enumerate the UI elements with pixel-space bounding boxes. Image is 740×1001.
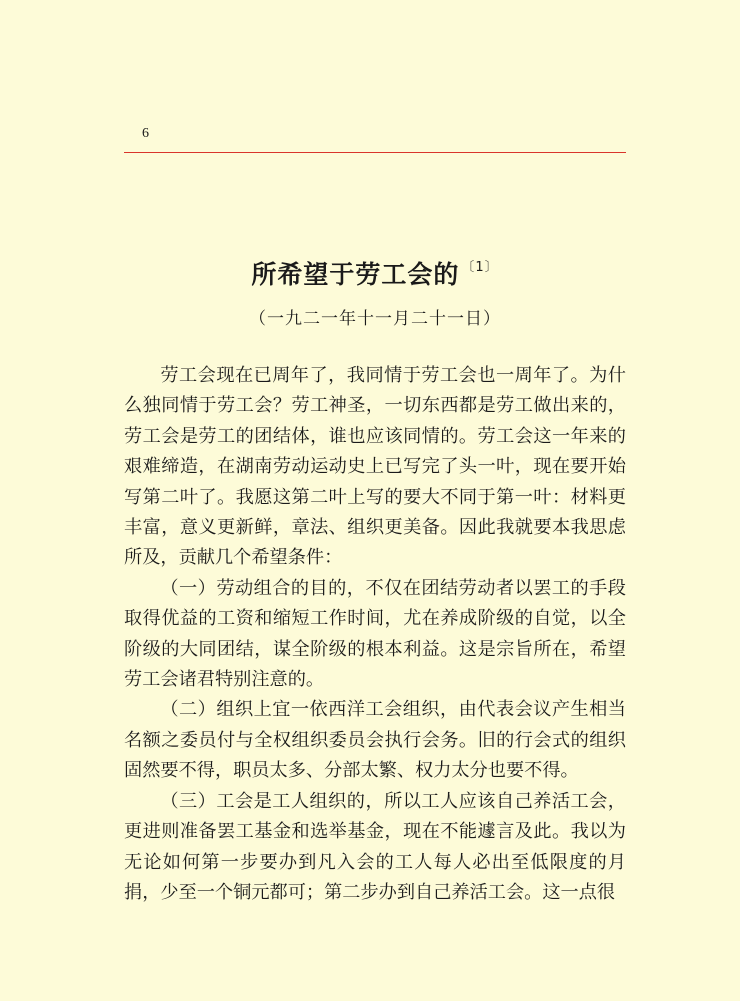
footnote-marker[interactable]: 〔1〕 — [461, 260, 499, 275]
article-title — [124, 250, 626, 293]
article-title-text: 所希望于劳工会的 — [251, 260, 460, 289]
paragraph-point-1: （一）劳动组合的目的，不仅在团结劳动者以罢工的手段取得优益的工资和缩短工作时间，尤在养成阶级的自觉，以全阶级的大同团结，谋全阶级的根本利益。这是宗旨所在，希望劳工会诸君特别注意的。 — [124, 577, 626, 691]
article-body — [124, 361, 626, 908]
header-rule — [124, 152, 626, 153]
paragraph-point-3: （三）工会是工人组织的，所以工人应该自己养活工会，更进则准备罢工基金和选举基金，现在不能遽言及此。我以为无论如何第一步要办到凡入会的工人每人必出至低限度的月捐，少至一个铜元都可；第二步办到自己养活工会。这一点很 — [124, 790, 626, 903]
article-date: （一九二一年十一月二十一日） — [249, 309, 501, 329]
paragraph-intro: 劳工会现在已周年了，我同情于劳工会也一周年了。为什么独同情于劳工会？劳工神圣，一切东西都是劳工做出来的，劳工会是劳工的团结体，谁也应该同情的。劳工会这一年来的艰难缔造，在湖南劳动运动史上已写完了头一叶，现在要开始写第二叶了。我愿这第二叶上写的要大不同于第一叶：材料更丰富，意义更新鲜，章法、组织更美备。因此我就要本我思虑所及，贡献几个希望条件： — [124, 365, 626, 569]
page-number: 6 — [142, 126, 149, 141]
paragraph-point-2: （二）组织上宜一依西洋工会组织，由代表会议产生相当名额之委员付与全权组织委员会执行会务。旧的行会式的组织固然要不得，职员太多、分部太繁、权力太分也要不得。 — [124, 699, 626, 782]
